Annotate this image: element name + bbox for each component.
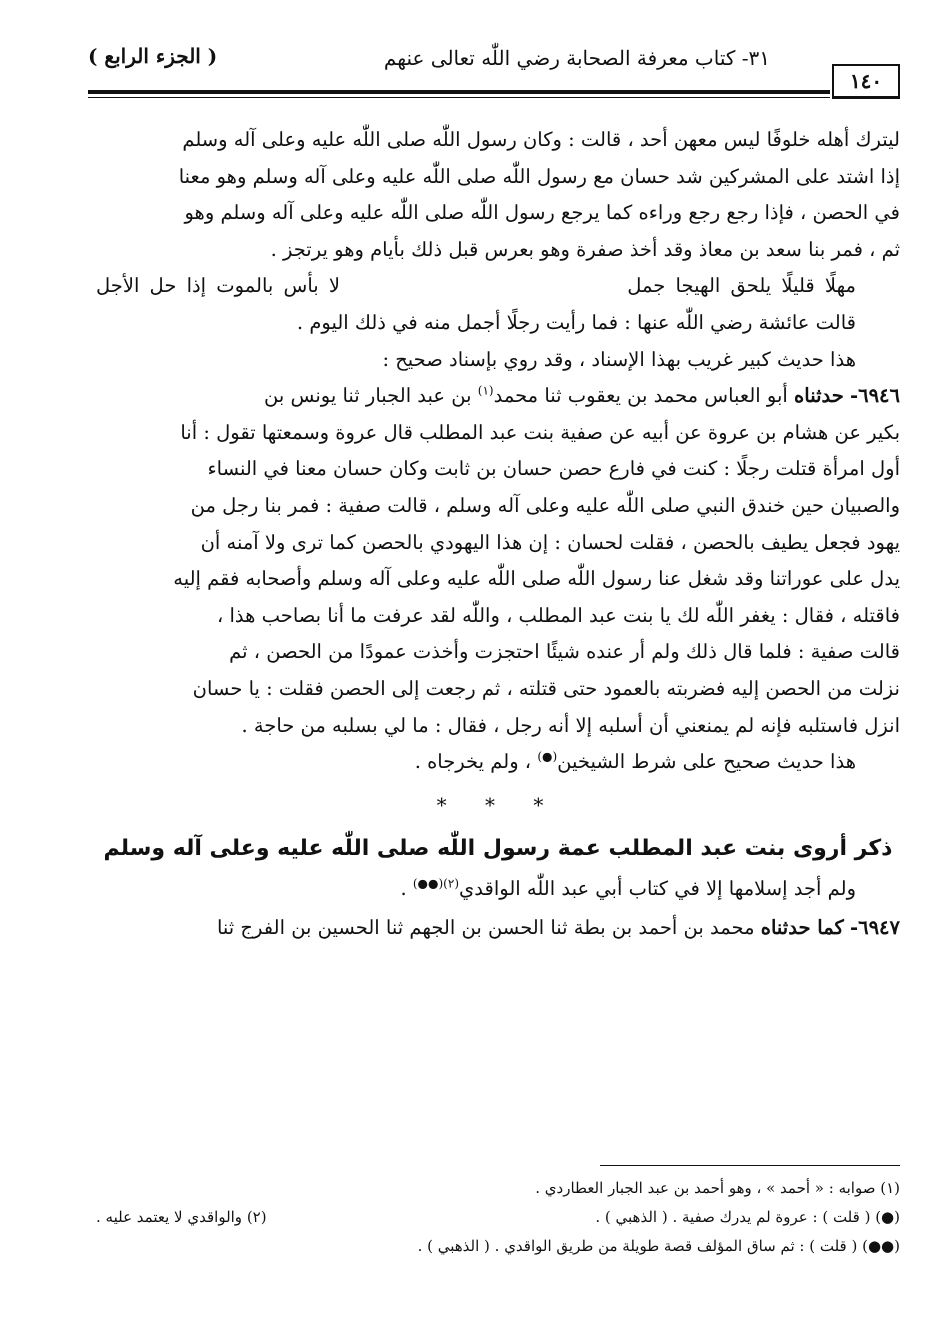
isnad-text: محمد بن أحمد بن بطة ثنا الحسن بن الجهم ثنا الحسين بن الفرج ثنا: [216, 915, 755, 939]
section-note: [96, 871, 900, 908]
text-line: والصبيان حين خندق النبي صلى اللّٰه عليه وعلى آله وسلم ، قالت صفية : فمر بنا رجل من: [190, 493, 900, 517]
section-title: ذكر أروى بنت عبد المطلب عمة رسول اللّٰه صلى اللّٰه عليه وعلى آله وسلم: [103, 836, 893, 862]
section-divider-stars: * * *: [436, 792, 560, 817]
header-rule-thin: [88, 97, 830, 98]
section-note-end: .: [400, 877, 407, 901]
text-line: يهود فجعل يطيف بالحصن ، فقلت لحسان : إن هذا اليهودي بالحصن كما ترى ولا آمنه أن: [200, 530, 900, 554]
text-line: ليترك أهله خلوفًا ليس معهن أحد ، قالت : وكان رسول اللّٰه صلى اللّٰه عليه وعلى آله وسلم: [182, 128, 900, 151]
text-line: إذا اشتد على المشركين شد حسان مع رسول اللّٰه صلى اللّٰه عليه وعلى آله وسلم وهو معنا: [178, 164, 900, 188]
hadith-number: ٦٩٤٦-: [850, 384, 900, 408]
volume-label: ( الجزء الرابع ): [88, 44, 218, 68]
footnote-ref: (١): [477, 383, 494, 398]
text-line: قالت عائشة رضي اللّٰه عنها : فما رأيت رجلًا أجمل منه في ذلك اليوم .: [296, 310, 856, 334]
text-line: فاقتله ، فقال : يغفر اللّٰه لك يا بنت عبد المطلب ، واللّٰه لقد عرفت ما أنا بصاحب هذا ،: [217, 603, 900, 627]
footnote-ref: (●): [537, 749, 558, 764]
poem-hemistich-first: مهلًا قليلًا يلحق الهيجا جمل: [627, 274, 856, 298]
text-line: ثم ، فمر بنا سعد بن معاذ وقد أخذ صفرة وهو بعرس قبل ذلك بأيام وهو يرتجز .: [270, 237, 900, 261]
hadith-lead: كما حدثناه: [760, 915, 844, 939]
isnad-text: بن عبد الجبار ثنا يونس بن: [264, 384, 472, 408]
footnote-dot: (●) ( قلت ) : عروة لم يدرك صفية . ( الذهبي ) .: [595, 1208, 900, 1226]
footnotes: [96, 1174, 900, 1261]
hadith-lead: حدثناه: [794, 384, 844, 408]
text-line: يدل على عوراتنا وقد شغل عنا رسول اللّٰه صلى اللّٰه عليه وعلى آله وسلم وأصحابه فقم إليه: [173, 567, 900, 591]
footnote-ref: (٢)(●●): [412, 876, 460, 891]
footnote-dotdot: (●●) ( قلت ) : ثم ساق المؤلف قصة طويلة من طريق الواقدي . ( الذهبي ) .: [417, 1237, 900, 1255]
poem-hemistich-second: لا بأس بالموت إذا حل الأجل: [96, 274, 341, 298]
text-line: انزل فاستلبه فإنه لم يمنعني أن أسلبه إلا أنه رجل ، فقال : ما لي بسلبه من حاجة .: [241, 713, 900, 737]
text-line: بكير عن هشام بن عروة عن أبيه عن صفية بنت عبد المطلب قال عروة وسمعتها تقول : أنا: [180, 420, 900, 444]
page-number: ١٤٠: [832, 64, 900, 99]
page-header: [88, 40, 900, 100]
hadith-number: ٦٩٤٧-: [850, 915, 900, 939]
section-note-text: ولم أجد إسلامها إلا في كتاب أبي عبد اللّٰه الواقدي: [459, 877, 856, 901]
hadith-grading: [96, 744, 900, 781]
grading-text-rest: ، ولم يخرجاه .: [414, 750, 532, 774]
poem-verse: [96, 268, 900, 305]
footnote-row: [96, 1203, 900, 1232]
text-line: أول امرأة قتلت رجلًا : كنت في فارع حصن حسان بن ثابت وكان حسان معنا في النساء: [207, 457, 900, 481]
footnote-1: (١) صوابه : « أحمد » ، وهو أحمد بن عبد الجبار العطاردي .: [535, 1179, 900, 1197]
footnote-rule: [600, 1165, 900, 1166]
header-rule: [88, 90, 830, 94]
isnad-text: أبو العباس محمد بن يعقوب ثنا محمد: [493, 384, 788, 408]
text-line: نزلت من الحصن إليه فضربته بالعمود حتى قتلته ، ثم رجعت إلى الحصن فقلت : يا حسان: [192, 676, 900, 700]
grading-text: هذا حديث صحيح على شرط الشيخين: [557, 750, 856, 774]
body-text: [96, 122, 900, 948]
running-title: ٣١- كتاب معرفة الصحابة رضي اللّٰه تعالى عنهم: [383, 46, 770, 70]
hadith-6947-first-line: [96, 908, 900, 948]
text-line: في الحصن ، فإذا رجع رجع وراءه كما يرجع رسول اللّٰه صلى اللّٰه عليه وعلى آله وسلم وهو: [184, 201, 900, 225]
text-line: قالت صفية : فلما قال ذلك ولم أر عنده شيئًا احتجزت وأخذت عمودًا من الحصن ، ثم: [229, 640, 900, 664]
footnote-2: (٢) والواقدي لا يعتمد عليه .: [96, 1208, 267, 1226]
hadith-6946-first-line: [96, 378, 900, 415]
hadith-grading: هذا حديث كبير غريب بهذا الإسناد ، وقد روي بإسناد صحيح :: [382, 347, 856, 371]
